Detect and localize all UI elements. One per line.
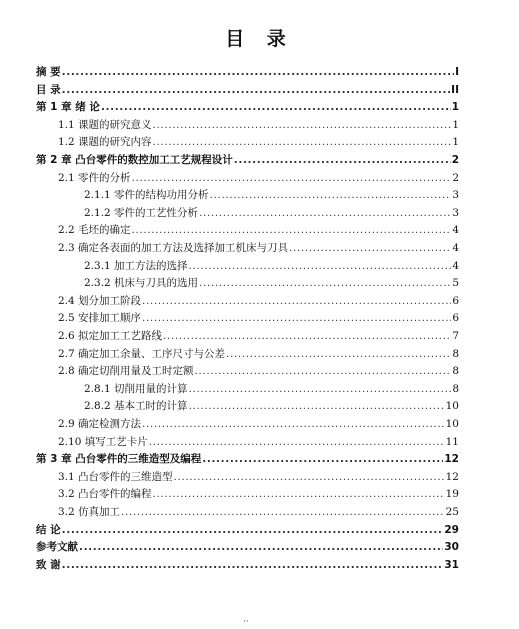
toc-entry-page-number: I bbox=[455, 66, 459, 78]
toc-leader-dots bbox=[132, 223, 452, 237]
toc-entry[interactable] bbox=[58, 435, 459, 449]
toc-entry[interactable] bbox=[58, 364, 459, 378]
toc-leader-dots bbox=[210, 188, 452, 202]
toc-leader-dots bbox=[62, 558, 444, 572]
toc-entry-label: 目 录 bbox=[36, 83, 61, 96]
toc-entry-page-number: 2 bbox=[452, 171, 459, 184]
toc-entry-label: 2.7 确定加工余量、工序尺寸与公差 bbox=[58, 347, 226, 360]
toc-leader-dots bbox=[153, 487, 445, 501]
toc-leader-dots bbox=[153, 135, 452, 149]
toc-entry-page-number: 1 bbox=[452, 118, 459, 131]
toc-leader-dots bbox=[195, 364, 452, 378]
toc-entry[interactable] bbox=[58, 417, 459, 431]
toc-leader-dots bbox=[163, 329, 451, 343]
toc-entry[interactable] bbox=[36, 540, 459, 554]
toc-entry-label: 2.8.2 基本工时的计算 bbox=[84, 400, 188, 413]
toc-entry-label: 参考文献 bbox=[36, 541, 78, 554]
toc-entry-label: 2.8.1 切削用量的计算 bbox=[84, 382, 188, 395]
toc-entry-page-number: 29 bbox=[444, 523, 459, 536]
toc-entry-label: 2.3 确定各表面的加工方法及选择加工机床与刀具 bbox=[58, 242, 289, 254]
toc-entry-label: 致 谢 bbox=[36, 558, 61, 571]
toc-entry[interactable] bbox=[84, 188, 459, 202]
toc-leader-dots bbox=[62, 523, 444, 537]
toc-entry-label: 2.1.1 零件的结构功用分析 bbox=[84, 189, 209, 202]
toc-leader-dots bbox=[62, 83, 451, 97]
toc-leader-dots bbox=[226, 347, 451, 361]
toc-entry[interactable] bbox=[36, 100, 459, 114]
toc-leader-dots bbox=[142, 417, 445, 431]
toc-entry-page-number: 4 bbox=[452, 259, 459, 272]
toc-entry-label: 2.1.2 零件的工艺性分析 bbox=[84, 206, 199, 219]
toc-entry[interactable] bbox=[58, 241, 459, 255]
toc-entry-page-number: 4 bbox=[452, 224, 459, 237]
toc-entry[interactable] bbox=[58, 470, 459, 484]
toc-entry-page-number: 2 bbox=[451, 154, 459, 166]
toc-entry-page-number: 8 bbox=[452, 382, 459, 395]
toc-entry[interactable] bbox=[58, 171, 459, 185]
toc-entry-label: 摘 要 bbox=[36, 66, 61, 78]
toc-leader-dots bbox=[199, 276, 451, 290]
toc-entry-label: 3.2 仿真加工 bbox=[58, 506, 121, 518]
toc-entry[interactable] bbox=[36, 452, 459, 466]
toc-entry[interactable] bbox=[58, 347, 459, 361]
toc-entry[interactable] bbox=[84, 259, 459, 273]
toc-entry-page-number: 12 bbox=[444, 453, 459, 466]
toc-entry[interactable] bbox=[36, 83, 459, 97]
toc-entry-page-number: 1 bbox=[452, 136, 459, 149]
toc-leader-dots bbox=[189, 259, 452, 273]
toc-entry-label: 2.9 确定检测方法 bbox=[58, 418, 142, 430]
toc-entry-label: 3.2 凸台零件的编程 bbox=[58, 488, 152, 501]
toc-entry-page-number: II bbox=[451, 83, 459, 96]
toc-entry[interactable] bbox=[36, 153, 459, 167]
toc-leader-dots bbox=[289, 241, 451, 255]
toc-entry-label: 2.5 安排加工顺序 bbox=[58, 312, 142, 325]
toc-entry-label: 2.4 划分加工阶段 bbox=[58, 294, 142, 307]
toc-leader-dots bbox=[101, 100, 451, 114]
toc-entry-page-number: 30 bbox=[444, 541, 459, 554]
toc-entry-label: 2.2 毛坯的确定 bbox=[58, 224, 131, 237]
toc-leader-dots bbox=[234, 153, 451, 167]
toc-leader-dots bbox=[142, 311, 451, 325]
toc-entry[interactable] bbox=[58, 505, 459, 519]
toc-entry-page-number: 19 bbox=[445, 488, 459, 501]
toc-entry-page-number: 31 bbox=[444, 558, 459, 571]
toc-entry-label: 2.3.1 加工方法的选择 bbox=[84, 259, 188, 272]
toc-entry[interactable] bbox=[58, 223, 459, 237]
toc-leader-dots bbox=[79, 540, 443, 554]
toc-leader-dots bbox=[189, 382, 452, 396]
toc-leader-dots bbox=[153, 118, 452, 132]
toc-entry-label: 2.1 零件的分析 bbox=[58, 171, 131, 184]
page-footer-mark: ·· bbox=[243, 617, 249, 627]
toc-entry[interactable] bbox=[58, 329, 459, 343]
toc-leader-dots bbox=[132, 171, 452, 185]
toc-entry-label: 2.6 拟定加工工艺路线 bbox=[58, 330, 163, 342]
toc-entry[interactable] bbox=[36, 65, 459, 79]
toc-entry[interactable] bbox=[84, 276, 459, 290]
toc-entry-page-number: 8 bbox=[452, 365, 459, 378]
toc-entry-page-number: 1 bbox=[451, 101, 459, 114]
toc-entry-page-number: 6 bbox=[452, 294, 459, 307]
toc-entry-page-number: 8 bbox=[452, 347, 459, 360]
toc-leader-dots bbox=[149, 435, 445, 449]
toc-entry-label: 结 论 bbox=[36, 523, 61, 536]
toc-entry[interactable] bbox=[58, 311, 459, 325]
toc-entry-label: 第 1 章 绪 论 bbox=[36, 101, 100, 114]
toc-entry-page-number: 7 bbox=[452, 330, 459, 342]
toc-entry-label: 2.10 填写工艺卡片 bbox=[58, 435, 148, 448]
toc-entry-page-number: 3 bbox=[452, 189, 459, 202]
toc-entry[interactable] bbox=[58, 294, 459, 308]
toc-entry-label: 1.2 课题的研究内容 bbox=[58, 136, 152, 149]
toc-entry-page-number: 5 bbox=[452, 277, 459, 290]
toc-leader-dots bbox=[199, 206, 451, 220]
toc-entry-page-number: 3 bbox=[452, 206, 459, 219]
toc-leader-dots bbox=[202, 452, 443, 466]
toc-entry-page-number: 25 bbox=[445, 506, 459, 518]
toc-leader-dots bbox=[174, 470, 445, 484]
toc-entry[interactable] bbox=[36, 523, 459, 537]
toc-entry[interactable] bbox=[36, 558, 459, 572]
toc-entry-page-number: 12 bbox=[445, 470, 459, 483]
toc-entry-label: 2.3.2 机床与刀具的选用 bbox=[84, 277, 199, 290]
toc-entry[interactable] bbox=[58, 135, 459, 149]
toc-entry-page-number: 10 bbox=[445, 418, 459, 430]
toc-entry[interactable] bbox=[58, 118, 459, 132]
toc-leader-dots bbox=[189, 399, 445, 413]
toc-entry-page-number: 6 bbox=[452, 312, 459, 325]
toc-title: 目 录 bbox=[225, 28, 294, 50]
toc-entry[interactable] bbox=[84, 206, 459, 220]
toc-leader-dots bbox=[142, 294, 451, 308]
toc-entry-page-number: 4 bbox=[452, 242, 459, 254]
toc-entry-page-number: 11 bbox=[445, 435, 459, 448]
toc-entry-label: 2.8 确定切削用量及工时定额 bbox=[58, 365, 194, 378]
toc-entry-page-number: 10 bbox=[445, 400, 459, 413]
toc-leader-dots bbox=[62, 65, 454, 79]
toc-entry-label: 第 2 章 凸台零件的数控加工工艺规程设计 bbox=[36, 154, 233, 166]
toc-entry[interactable] bbox=[84, 382, 459, 396]
toc-entry[interactable] bbox=[58, 487, 459, 501]
toc-entry-label: 1.1 课题的研究意义 bbox=[58, 118, 152, 131]
toc-entry[interactable] bbox=[84, 399, 459, 413]
toc-leader-dots bbox=[121, 505, 445, 519]
toc-entry-label: 3.1 凸台零件的三维造型 bbox=[58, 470, 173, 483]
toc-entry-label: 第 3 章 凸台零件的三维造型及编程 bbox=[36, 453, 202, 466]
